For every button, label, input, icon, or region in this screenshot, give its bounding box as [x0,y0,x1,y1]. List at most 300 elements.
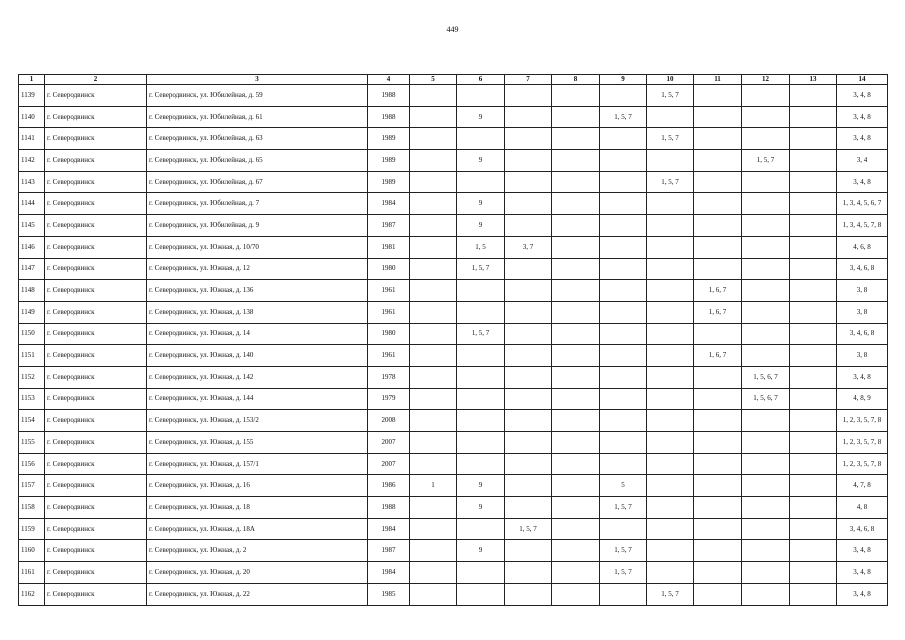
table-cell-col-1: 1145 [19,215,45,237]
table-cell-col-2: г. Северодвинск [45,366,147,388]
table-cell-col-3: г. Северодвинск, ул. Южная, д. 142 [147,366,368,388]
column-header-10: 10 [647,75,694,85]
table-cell-col-14: 4, 8 [837,497,888,519]
table-cell-col-3: г. Северодвинск, ул. Южная, д. 22 [147,583,368,605]
table-cell-col-10 [647,301,694,323]
table-cell-col-11: 1, 6, 7 [694,301,742,323]
table-cell-col-4: 1989 [368,150,410,172]
table-cell-col-14: 1, 3, 4, 5, 7, 8 [837,215,888,237]
table-cell-col-4: 1986 [368,475,410,497]
table-cell-col-1: 1149 [19,301,45,323]
table-cell-col-6: 9 [457,150,505,172]
table-cell-col-5 [410,388,457,410]
table-cell-col-13 [790,432,837,454]
table-cell-col-4: 1988 [368,85,410,107]
table-cell-col-11 [694,518,742,540]
table-cell-col-10 [647,518,694,540]
table-cell-col-14: 3, 8 [837,301,888,323]
table-row [19,128,888,150]
table-cell-col-14: 1, 2, 3, 5, 7, 8 [837,432,888,454]
table-cell-col-8 [552,150,600,172]
table-cell-col-2: г. Северодвинск [45,193,147,215]
table-cell-col-8 [552,280,600,302]
table-cell-col-14: 3, 4, 8 [837,85,888,107]
table-cell-col-10 [647,215,694,237]
column-header-4: 4 [368,75,410,85]
table-cell-col-9: 1, 5, 7 [600,106,647,128]
table-cell-col-5 [410,280,457,302]
table-cell-col-9: 1, 5, 7 [600,562,647,584]
table-row [19,85,888,107]
table-cell-col-8 [552,236,600,258]
table-cell-col-13 [790,85,837,107]
column-header-13: 13 [790,75,837,85]
table-cell-col-2: г. Северодвинск [45,301,147,323]
table-cell-col-4: 1979 [368,388,410,410]
table-cell-col-13 [790,475,837,497]
table-row [19,562,888,584]
table-cell-col-4: 1987 [368,540,410,562]
table-cell-col-5 [410,562,457,584]
table-cell-col-14: 3, 4, 6, 8 [837,323,888,345]
table-cell-col-13 [790,323,837,345]
table-cell-col-7 [505,215,552,237]
table-cell-col-11 [694,410,742,432]
table-cell-col-5 [410,236,457,258]
table-cell-col-8 [552,171,600,193]
table-cell-col-10 [647,432,694,454]
table-cell-col-13 [790,150,837,172]
column-header-14: 14 [837,75,888,85]
table-cell-col-3: г. Северодвинск, ул. Южная, д. 10/70 [147,236,368,258]
table-cell-col-9 [600,150,647,172]
table-cell-col-12: 1, 5, 6, 7 [742,366,790,388]
table-cell-col-5 [410,106,457,128]
table-cell-col-14: 1, 2, 3, 5, 7, 8 [837,453,888,475]
table-cell-col-6 [457,280,505,302]
table-cell-col-3: г. Северодвинск, ул. Южная, д. 136 [147,280,368,302]
table-cell-col-7 [505,128,552,150]
table-cell-col-3: г. Северодвинск, ул. Юбилейная, д. 67 [147,171,368,193]
table-cell-col-10 [647,258,694,280]
table-cell-col-9 [600,432,647,454]
table-cell-col-6 [457,453,505,475]
table-cell-col-8 [552,106,600,128]
table-cell-col-10: 1, 5, 7 [647,85,694,107]
table-cell-col-8 [552,497,600,519]
table-cell-col-9 [600,323,647,345]
table-cell-col-5 [410,301,457,323]
table-cell-col-11 [694,453,742,475]
table-cell-col-14: 3, 4 [837,150,888,172]
table-cell-col-7 [505,193,552,215]
table-cell-col-12: 1, 5, 6, 7 [742,388,790,410]
table-cell-col-4: 1989 [368,128,410,150]
table-cell-col-2: г. Северодвинск [45,171,147,193]
table-cell-col-5 [410,323,457,345]
table-cell-col-14: 3, 4, 8 [837,540,888,562]
table-cell-col-2: г. Северодвинск [45,388,147,410]
table-cell-col-5 [410,497,457,519]
table-cell-col-1: 1160 [19,540,45,562]
table-cell-col-7 [505,280,552,302]
table-cell-col-7 [505,410,552,432]
column-header-12: 12 [742,75,790,85]
table-row [19,540,888,562]
table-cell-col-14: 1, 2, 3, 5, 7, 8 [837,410,888,432]
table-cell-col-12 [742,193,790,215]
table-cell-col-8 [552,85,600,107]
table-cell-col-11 [694,388,742,410]
table-cell-col-2: г. Северодвинск [45,215,147,237]
table-row [19,280,888,302]
table-cell-col-6 [457,345,505,367]
table-cell-col-12: 1, 5, 7 [742,150,790,172]
table-cell-col-11 [694,432,742,454]
table-cell-col-5 [410,128,457,150]
table-cell-col-11 [694,540,742,562]
table-cell-col-2: г. Северодвинск [45,85,147,107]
table-cell-col-5 [410,193,457,215]
table-cell-col-9 [600,128,647,150]
table-cell-col-11 [694,193,742,215]
table-cell-col-5 [410,453,457,475]
column-header-2: 2 [45,75,147,85]
table-cell-col-8 [552,366,600,388]
housing-table [18,74,888,606]
table-cell-col-9 [600,193,647,215]
table-row [19,432,888,454]
table-row [19,583,888,605]
table-cell-col-9: 5 [600,475,647,497]
table-cell-col-4: 1981 [368,236,410,258]
table-cell-col-14: 3, 4, 8 [837,171,888,193]
table-cell-col-2: г. Северодвинск [45,540,147,562]
table-cell-col-5 [410,171,457,193]
table-row [19,215,888,237]
table-cell-col-9 [600,85,647,107]
table-cell-col-7: 3, 7 [505,236,552,258]
table-cell-col-2: г. Северодвинск [45,518,147,540]
column-header-1: 1 [19,75,45,85]
table-cell-col-4: 1961 [368,301,410,323]
table-cell-col-13 [790,562,837,584]
table-cell-col-3: г. Северодвинск, ул. Южная, д. 157/1 [147,453,368,475]
table-cell-col-9 [600,301,647,323]
table-cell-col-2: г. Северодвинск [45,280,147,302]
table-cell-col-7 [505,562,552,584]
table-cell-col-5: 1 [410,475,457,497]
table-cell-col-10 [647,345,694,367]
column-header-8: 8 [552,75,600,85]
table-cell-col-1: 1158 [19,497,45,519]
table-cell-col-10: 1, 5, 7 [647,583,694,605]
table-cell-col-1: 1161 [19,562,45,584]
table-cell-col-14: 3, 4, 6, 8 [837,518,888,540]
column-header-5: 5 [410,75,457,85]
table-cell-col-2: г. Северодвинск [45,562,147,584]
table-cell-col-7 [505,150,552,172]
table-row [19,453,888,475]
table-cell-col-12 [742,518,790,540]
table-cell-col-8 [552,453,600,475]
table-cell-col-1: 1159 [19,518,45,540]
table-cell-col-13 [790,583,837,605]
table-cell-col-7 [505,171,552,193]
table-cell-col-9 [600,410,647,432]
table-cell-col-10 [647,150,694,172]
table-header-row [19,75,888,85]
table-cell-col-4: 2007 [368,453,410,475]
column-header-9: 9 [600,75,647,85]
table-cell-col-2: г. Северодвинск [45,323,147,345]
table-cell-col-14: 3, 4, 6, 8 [837,258,888,280]
table-cell-col-6: 1, 5 [457,236,505,258]
table-cell-col-13 [790,345,837,367]
table-cell-col-3: г. Северодвинск, ул. Южная, д. 2 [147,540,368,562]
table-cell-col-7 [505,345,552,367]
table-cell-col-13 [790,388,837,410]
table-cell-col-6 [457,562,505,584]
table-cell-col-14: 3, 4, 8 [837,106,888,128]
table-cell-col-5 [410,85,457,107]
table-cell-col-8 [552,323,600,345]
table-cell-col-2: г. Северодвинск [45,106,147,128]
table-cell-col-9 [600,518,647,540]
table-cell-col-14: 1, 3, 4, 5, 6, 7 [837,193,888,215]
table-cell-col-8 [552,258,600,280]
table-cell-col-2: г. Северодвинск [45,475,147,497]
table-cell-col-10 [647,410,694,432]
table-cell-col-11 [694,366,742,388]
table-cell-col-1: 1140 [19,106,45,128]
table-cell-col-9: 1, 5, 7 [600,540,647,562]
table-cell-col-9 [600,215,647,237]
table-cell-col-5 [410,150,457,172]
table-cell-col-6: 1, 5, 7 [457,258,505,280]
table-row [19,366,888,388]
table-cell-col-5 [410,258,457,280]
table-cell-col-8 [552,475,600,497]
table-cell-col-11 [694,215,742,237]
table-cell-col-1: 1153 [19,388,45,410]
table-cell-col-13 [790,258,837,280]
table-cell-col-12 [742,301,790,323]
table-cell-col-10: 1, 5, 7 [647,171,694,193]
table-cell-col-2: г. Северодвинск [45,453,147,475]
table-row [19,497,888,519]
table-cell-col-11 [694,128,742,150]
table-cell-col-3: г. Северодвинск, ул. Южная, д. 18А [147,518,368,540]
table-cell-col-10 [647,453,694,475]
table-cell-col-4: 1961 [368,280,410,302]
table-cell-col-7: 1, 5, 7 [505,518,552,540]
table-cell-col-9 [600,366,647,388]
table-cell-col-6 [457,583,505,605]
table-cell-col-1: 1142 [19,150,45,172]
table-cell-col-3: г. Северодвинск, ул. Южная, д. 14 [147,323,368,345]
table-cell-col-8 [552,128,600,150]
table-cell-col-7 [505,432,552,454]
table-cell-col-1: 1155 [19,432,45,454]
table-cell-col-2: г. Северодвинск [45,432,147,454]
table-cell-col-1: 1146 [19,236,45,258]
table-cell-col-6 [457,128,505,150]
table-cell-col-6 [457,85,505,107]
table-cell-col-7 [505,583,552,605]
table-cell-col-4: 1985 [368,583,410,605]
table-cell-col-1: 1147 [19,258,45,280]
table-cell-col-5 [410,432,457,454]
table-cell-col-3: г. Северодвинск, ул. Юбилейная, д. 65 [147,150,368,172]
table-cell-col-12 [742,171,790,193]
table-row [19,171,888,193]
table-cell-col-10 [647,280,694,302]
table-cell-col-6: 9 [457,106,505,128]
table-cell-col-12 [742,432,790,454]
table-cell-col-6 [457,171,505,193]
table-cell-col-6 [457,366,505,388]
table-cell-col-13 [790,366,837,388]
column-header-3: 3 [147,75,368,85]
table-cell-col-8 [552,540,600,562]
page-number: 449 [446,25,459,34]
table-row [19,345,888,367]
table-cell-col-13 [790,215,837,237]
table-cell-col-4: 1988 [368,106,410,128]
table-cell-col-11: 1, 6, 7 [694,280,742,302]
table-cell-col-4: 1961 [368,345,410,367]
table-cell-col-8 [552,518,600,540]
table-row [19,236,888,258]
table-cell-col-9 [600,280,647,302]
table-cell-col-3: г. Северодвинск, ул. Южная, д. 16 [147,475,368,497]
table-cell-col-5 [410,410,457,432]
table-row [19,106,888,128]
table-cell-col-12 [742,497,790,519]
table-cell-col-3: г. Северодвинск, ул. Юбилейная, д. 63 [147,128,368,150]
table-cell-col-3: г. Северодвинск, ул. Южная, д. 155 [147,432,368,454]
table-cell-col-3: г. Северодвинск, ул. Юбилейная, д. 9 [147,215,368,237]
table-cell-col-6: 9 [457,215,505,237]
table-cell-col-5 [410,366,457,388]
table-cell-col-11 [694,85,742,107]
table-row [19,193,888,215]
table-cell-col-1: 1150 [19,323,45,345]
table-cell-col-10 [647,323,694,345]
table-cell-col-1: 1162 [19,583,45,605]
table-cell-col-3: г. Северодвинск, ул. Южная, д. 144 [147,388,368,410]
table-cell-col-5 [410,215,457,237]
table-cell-col-14: 3, 8 [837,345,888,367]
table-cell-col-1: 1157 [19,475,45,497]
table-cell-col-13 [790,171,837,193]
table-cell-col-7 [505,475,552,497]
table-cell-col-13 [790,236,837,258]
table-cell-col-3: г. Северодвинск, ул. Юбилейная, д. 59 [147,85,368,107]
table-cell-col-8 [552,562,600,584]
table-cell-col-1: 1144 [19,193,45,215]
table-cell-col-5 [410,345,457,367]
table-cell-col-9 [600,236,647,258]
table-cell-col-4: 1984 [368,193,410,215]
table-cell-col-12 [742,410,790,432]
table-cell-col-3: г. Северодвинск, ул. Южная, д. 140 [147,345,368,367]
table-cell-col-3: г. Северодвинск, ул. Южная, д. 18 [147,497,368,519]
table-cell-col-4: 1980 [368,258,410,280]
table-cell-col-13 [790,193,837,215]
table-cell-col-6: 1, 5, 7 [457,323,505,345]
table-cell-col-4: 1988 [368,497,410,519]
table-cell-col-9 [600,171,647,193]
table-cell-col-12 [742,236,790,258]
table-cell-col-2: г. Северодвинск [45,345,147,367]
table-row [19,323,888,345]
table-cell-col-13 [790,453,837,475]
table-cell-col-10 [647,236,694,258]
table-cell-col-2: г. Северодвинск [45,410,147,432]
table-row [19,150,888,172]
table-cell-col-2: г. Северодвинск [45,583,147,605]
table-cell-col-2: г. Северодвинск [45,128,147,150]
table-cell-col-1: 1152 [19,366,45,388]
table-cell-col-11 [694,497,742,519]
table-cell-col-9 [600,388,647,410]
table-cell-col-1: 1141 [19,128,45,150]
table-cell-col-13 [790,301,837,323]
table-cell-col-8 [552,301,600,323]
table-cell-col-8 [552,410,600,432]
table-cell-col-7 [505,453,552,475]
table-cell-col-8 [552,583,600,605]
table-body [19,85,888,606]
table-cell-col-8 [552,345,600,367]
table-cell-col-7 [505,106,552,128]
table-cell-col-4: 2007 [368,432,410,454]
table-cell-col-12 [742,106,790,128]
table-cell-col-13 [790,106,837,128]
table-cell-col-9 [600,258,647,280]
table-cell-col-2: г. Северодвинск [45,150,147,172]
table-cell-col-4: 1984 [368,518,410,540]
table-cell-col-4: 2008 [368,410,410,432]
table-cell-col-8 [552,193,600,215]
table-cell-col-5 [410,540,457,562]
table-cell-col-11 [694,475,742,497]
table-cell-col-11 [694,323,742,345]
table-cell-col-12 [742,345,790,367]
table-cell-col-4: 1978 [368,366,410,388]
table-cell-col-3: г. Северодвинск, ул. Юбилейная, д. 61 [147,106,368,128]
table-cell-col-10 [647,475,694,497]
table-cell-col-9 [600,583,647,605]
table-cell-col-12 [742,475,790,497]
table-cell-col-6: 9 [457,193,505,215]
table-cell-col-11 [694,258,742,280]
column-header-7: 7 [505,75,552,85]
table-cell-col-6 [457,432,505,454]
table-cell-col-12 [742,540,790,562]
table-cell-col-11 [694,236,742,258]
table-row [19,410,888,432]
table-cell-col-8 [552,215,600,237]
table-cell-col-11 [694,150,742,172]
table-cell-col-8 [552,432,600,454]
table-cell-col-11 [694,171,742,193]
table-cell-col-4: 1980 [368,323,410,345]
table-cell-col-14: 3, 8 [837,280,888,302]
table-cell-col-7 [505,388,552,410]
